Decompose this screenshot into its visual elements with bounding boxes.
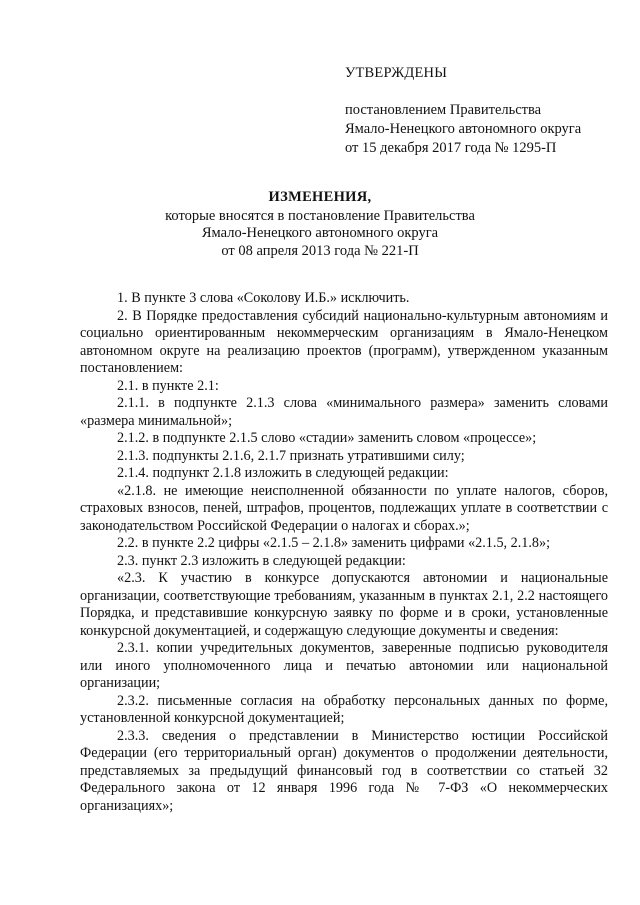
document-heading: ИЗМЕНЕНИЯ, xyxy=(268,189,372,205)
paragraph-quote-2-3: «2.3. К участию в конкурсе допускаются автономии и национальные организации, соответствующие требованиям, указанным в пунктах 2.1, 2.2 настоящего Порядка, и представившие конкурсную заявку по форме и в сроки, установленные конкурсной документацией, и содержащую следующие документы и сведения: xyxy=(80,570,608,639)
paragraph-2-3-2: 2.3.2. письменные согласия на обработку персональных данных по форме, установленной конкурсной документацией; xyxy=(80,692,608,726)
paragraph-quote-2-1-8: «2.1.8. не имеющие неисполненной обязанности по уплате налогов, сборов, страховых взносов, пеней, штрафов, процентов, подлежащих уплате в соответствии с законодательством Российской Федерации о налогах и сборах.»; xyxy=(80,482,608,534)
paragraph-2: 2. В Порядке предоставления субсидий национально-культурным автономиям и социально ориентированным некоммерческим организациям в Ямало-Ненецком автономном округе на реализацию проектов (программ), утвержденном указанным постановлением: xyxy=(80,307,608,376)
paragraph-1: 1. В пункте 3 слова «Соколову И.Б.» исключить. xyxy=(117,290,410,306)
paragraph-2-2: 2.2. в пункте 2.2 цифры «2.1.5 – 2.1.8» заменить цифрами «2.1.5, 2.1.8»; xyxy=(117,535,551,551)
paragraph-2-3-1: 2.3.1. копии учредительных документов, заверенные подписью руководителя или иного уполномоченного лица и печатью автономии или национальной организации; xyxy=(80,640,608,691)
approval-block xyxy=(345,64,635,158)
subtitle-line: которые вносятся в постановление Правительства xyxy=(165,207,475,224)
document-body xyxy=(80,290,608,815)
subtitle-line: Ямало-Ненецкого автономного округа xyxy=(201,225,439,241)
paragraph-2-3-3: 2.3.3. сведения о представлении в Министерство юстиции Российской Федерации (его территориальный орган) документов о продолжении деятельности, представляемых за предыдущий финансовый год в соответствии со статьей 32 Федерального закона от 12 января 1996 года № 7-ФЗ «О некоммерческих организациях»; xyxy=(80,727,608,814)
paragraph-2-1-3: 2.1.3. подпункты 2.1.6, 2.1.7 признать утратившими силу; xyxy=(117,447,465,464)
paragraph-2-3: 2.3. пункт 2.3 изложить в следующей редакции: xyxy=(117,552,406,569)
paragraph-2-1-4: 2.1.4. подпункт 2.1.8 изложить в следующей редакции: xyxy=(117,465,449,481)
paragraph-2-1-1: 2.1.1. в подпункте 2.1.3 слова «минимального размера» заменить словами «размера минимальной»; xyxy=(80,395,608,429)
approval-line: от 15 декабря 2017 года № 1295-П xyxy=(345,140,557,156)
document-title xyxy=(0,189,640,260)
subtitle-line: от 08 апреля 2013 года № 221-П xyxy=(221,242,419,259)
approval-title: УТВЕРЖДЕНЫ xyxy=(345,65,448,81)
approval-line: Ямало-Ненецкого автономного округа xyxy=(345,121,582,137)
approval-line: постановлением Правительства xyxy=(345,102,542,118)
paragraph-2-1-2: 2.1.2. в подпункте 2.1.5 слово «стадии» заменить словом «процессе»; xyxy=(117,430,537,446)
paragraph-2-1: 2.1. в пункте 2.1: xyxy=(117,377,219,394)
